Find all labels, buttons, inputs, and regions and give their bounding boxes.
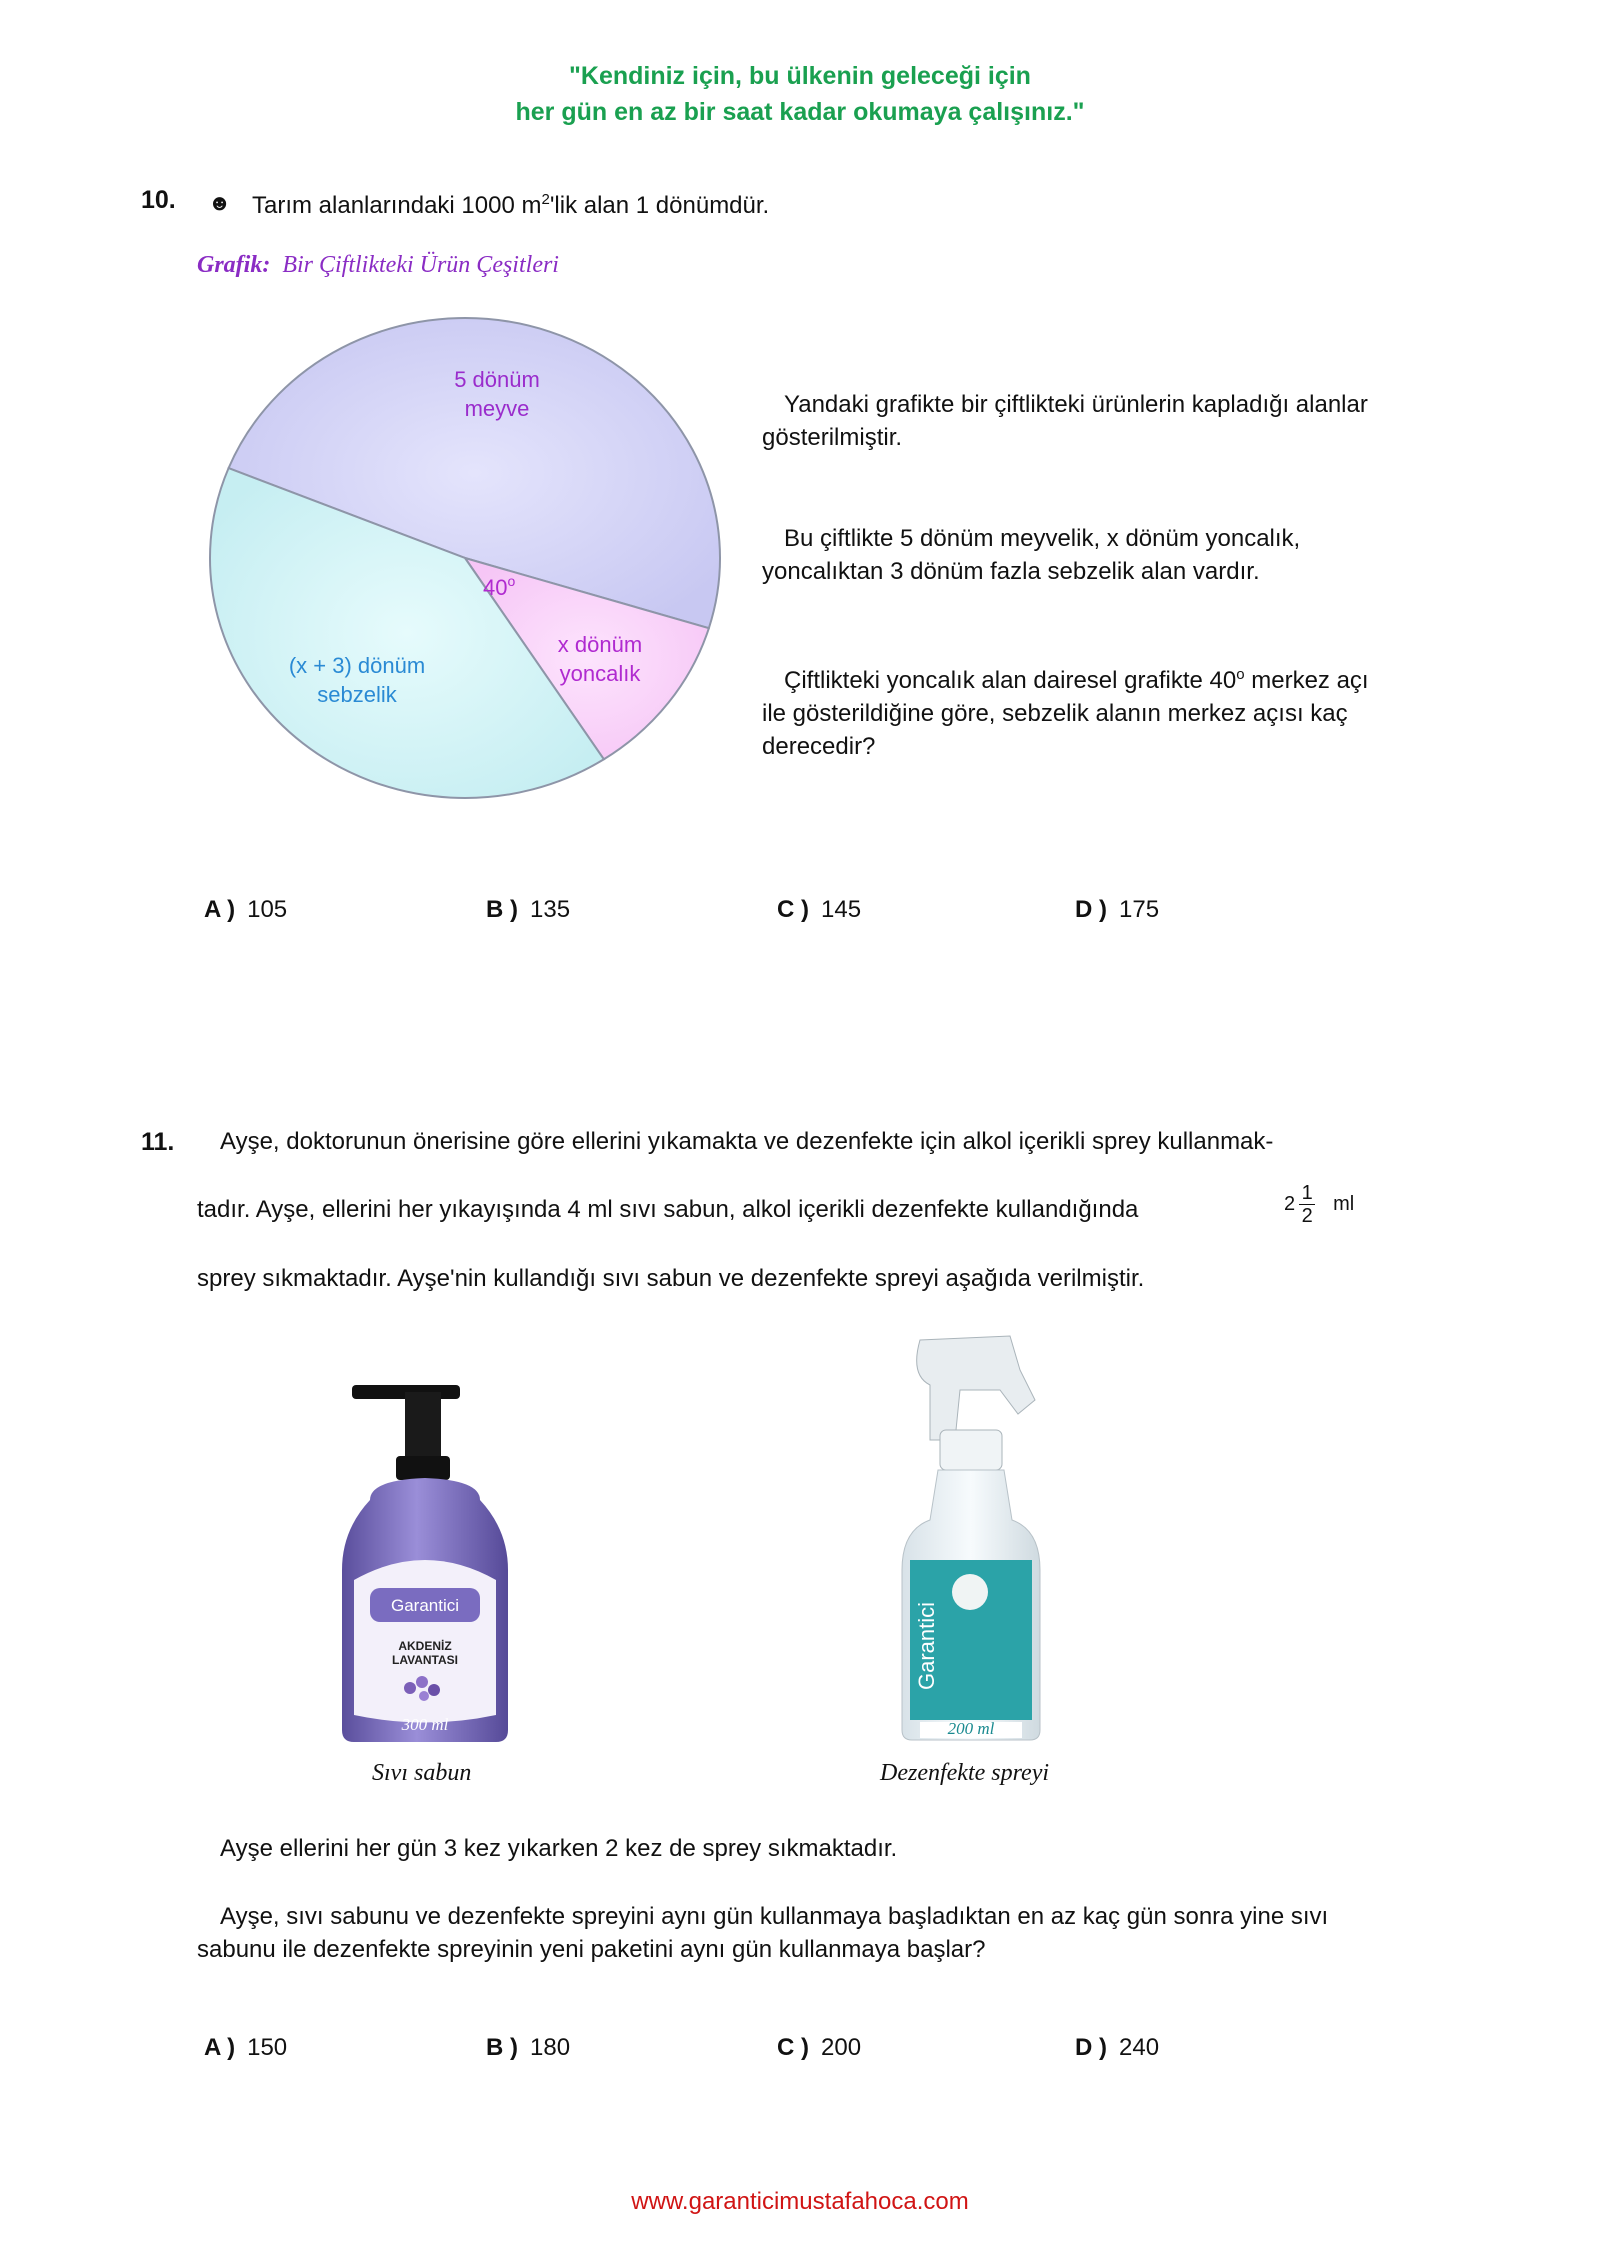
question-11-number: 11.	[141, 1128, 175, 1156]
soap-label-2: LAVANTASI	[392, 1653, 458, 1667]
mixed-fraction	[1284, 1182, 1354, 1227]
question-10-number: 10.	[141, 186, 176, 214]
header-line-2: her gün en az bir saat kadar okumaya çalışınız."	[515, 98, 1085, 126]
footer-link[interactable]: www.garanticimustafahoca.com	[631, 2188, 969, 2215]
soap-label-1: AKDENİZ	[398, 1639, 452, 1653]
question-11-line-2: tadır. Ayşe, ellerini her yıkayışında 4 ml sıvı sabun, alkol içerikli dezenfekte kullandığında	[197, 1196, 1139, 1223]
liquid-soap-image	[330, 1370, 520, 1750]
question-10-paragraph-3: Çiftlikteki yoncalık alan dairesel grafikte 40$^o$ merkez açı ile gösterildiğine göre, sebzelik alanın merkez açısı kaç derecedir?	[762, 666, 1369, 760]
pie-label-2-line-2: sebzelik	[317, 682, 397, 707]
disinfectant-spray-image	[900, 1330, 1060, 1750]
soap-caption: Sıvı sabun	[372, 1760, 472, 1786]
pie-chart	[200, 315, 740, 815]
pie-label-0-line-2: meyve	[464, 396, 530, 421]
question-10-paragraph-2: Bu çiftlikte 5 dönüm meyvelik, x dönüm yoncalık, yoncalıktan 3 dönüm fazla sebzelik alan vardır.	[762, 525, 1301, 585]
fraction-denominator: 2	[1301, 1205, 1313, 1227]
spray-caption: Dezenfekte spreyi	[880, 1760, 1050, 1786]
spray-volume: 200 ml	[947, 1719, 995, 1738]
q11-option-c[interactable]: C ) 200	[777, 2034, 862, 2061]
q11-option-a[interactable]: A ) 150	[204, 2034, 288, 2061]
question-11-paragraph-2: Ayşe, sıvı sabunu ve dezenfekte spreyini aynı gün kullanmaya başladıktan en az kaç gün sonra yine sıvı sabunu ile dezenfekte spreyinin yeni paketini aynı gün kullanmaya başlar?	[197, 1903, 1329, 1963]
page-header	[0, 58, 1600, 130]
graph-title: Grafik: Bir Çiftlikteki Ürün Çeşitleri	[197, 252, 559, 278]
q11-option-b[interactable]: B ) 180	[486, 2034, 571, 2061]
smiley-icon: ☻	[208, 190, 232, 215]
pie-label-0-line-1: 5 dönüm	[454, 367, 540, 392]
spray-brand: Garantici	[914, 1601, 939, 1690]
fraction-whole: 2	[1284, 1193, 1296, 1215]
pie-label-1-line-2: yoncalık	[559, 661, 641, 686]
question-11-line-1: Ayşe, doktorunun önerisine göre ellerini yıkamakta ve dezenfekte için alkol içerikli sprey kullanmak-	[220, 1128, 1274, 1155]
question-10-paragraph-1: Yandaki grafikte bir çiftlikteki ürünlerin kapladığı alanlar gösterilmiştir.	[762, 391, 1368, 451]
question-11-paragraph-1: Ayşe ellerini her gün 3 kez yıkarken 2 kez de sprey sıkmaktadır.	[220, 1835, 898, 1862]
q10-option-d[interactable]: D ) 175	[1075, 896, 1160, 923]
q10-option-a[interactable]: A ) 105	[204, 896, 288, 923]
fraction-numerator: 1	[1301, 1182, 1313, 1204]
pie-label-1-line-1: x dönüm	[557, 632, 643, 657]
header-line-1: "Kendiniz için, bu ülkenin geleceği için	[569, 62, 1031, 90]
fraction	[1299, 1182, 1315, 1227]
question-11-line-3: sprey sıkmaktadır. Ayşe'nin kullandığı sıvı sabun ve dezenfekte spreyi aşağıda verilmiştir.	[197, 1265, 1145, 1292]
pie-angle-label: 40$^o$	[483, 573, 516, 600]
q11-option-d[interactable]: D ) 240	[1075, 2034, 1160, 2061]
q10-option-b[interactable]: B ) 135	[486, 896, 571, 923]
fraction-unit: ml	[1333, 1193, 1355, 1215]
q10-option-c[interactable]: C ) 145	[777, 896, 862, 923]
pie-label-2-line-1: (x + 3) dönüm	[288, 653, 426, 678]
soap-brand: Garantici	[390, 1596, 460, 1615]
question-10-intro: Tarım alanlarındaki 1000 $m^2'lik$ alan 1 dönümdür.	[252, 191, 770, 219]
soap-volume: 300 ml	[401, 1715, 449, 1734]
